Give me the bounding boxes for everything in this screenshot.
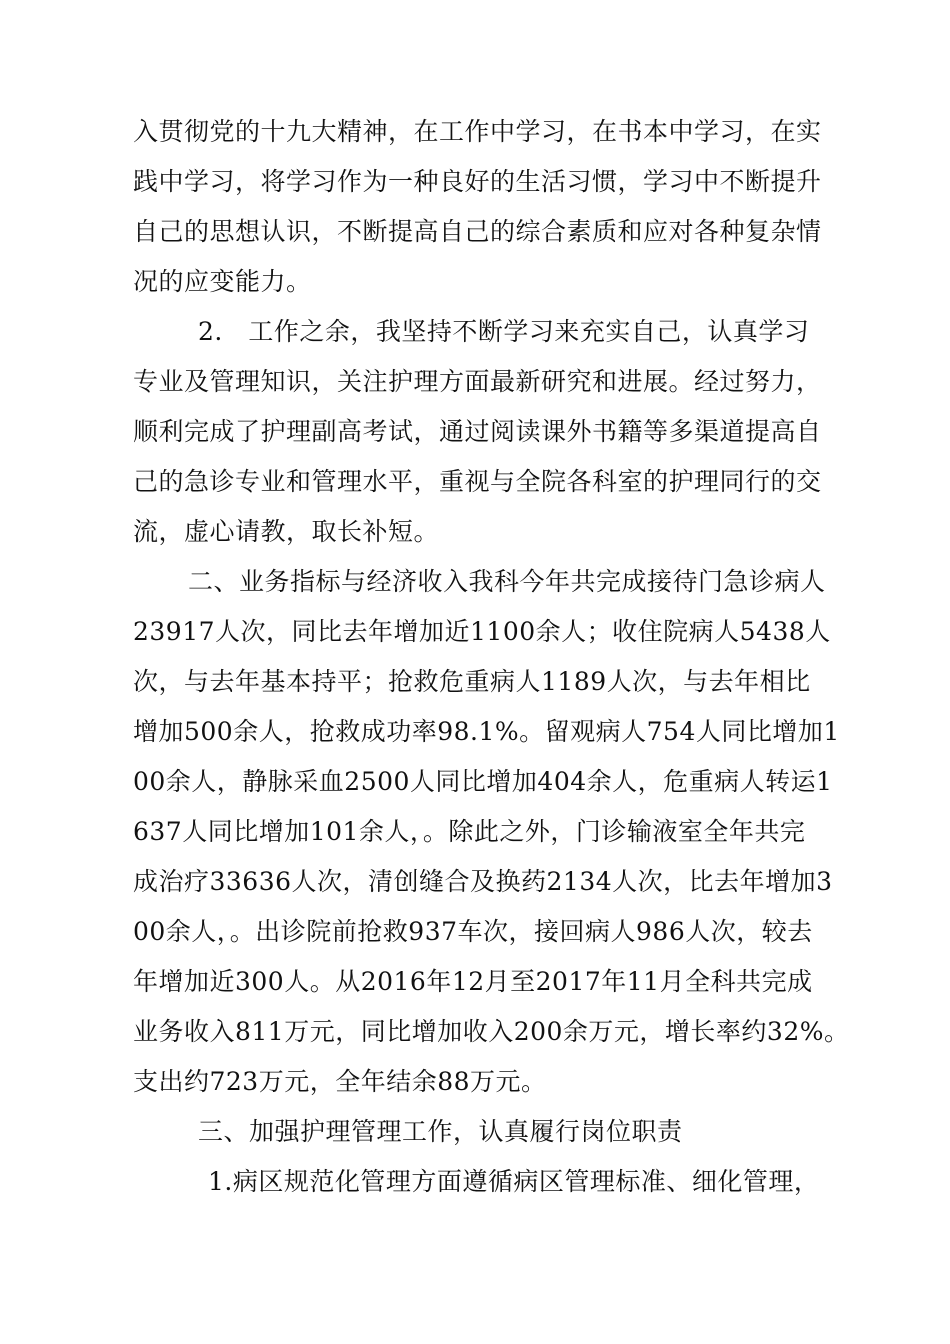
text-line: 增加500余人，抢救成功率98.1%。留观病人754人同比增加1 [133,717,840,746]
text-line: 顺利完成了护理副高考试，通过阅读课外书籍等多渠道提高自 [133,417,822,446]
section-heading: 三、加强护理管理工作，认真履行岗位职责 [198,1117,683,1146]
text-line: 成治疗33636人次，清创缝合及换药2134人次，比去年增加3 [133,867,833,896]
text-line: 践中学习，将学习作为一种良好的生活习惯，学习中不断提升 [133,167,822,196]
text-line: 业务收入811万元，同比增加收入200余万元，增长率约32%。 [133,1017,850,1046]
text-line: 2. 工作之余，我坚持不断学习来充实自己，认真学习 [198,317,810,346]
text-line: 自己的思想认识，不断提高自己的综合素质和应对各种复杂情 [133,217,822,246]
text-line: 年增加近300人。从2016年12月至2017年11月全科共完成 [133,967,813,996]
text-line: 00余人，静脉采血2500人同比增加404余人，危重病人转运1 [133,767,833,796]
text-line: 00余人，。出诊院前抢救937车次，接回病人986人次，较去 [133,917,813,946]
text-line: 况的应变能力。 [133,267,312,296]
text-line: 1.病区规范化管理方面遵循病区管理标准、细化管理， [208,1167,820,1196]
text-line: 637人同比增加101余人，。除此之外，门诊输液室全年共完 [133,817,806,846]
text-line: 二、业务指标与经济收入我科今年共完成接待门急诊病人 [188,567,826,596]
text-line: 23917人次，同比去年增加近1100余人；收住院病人5438人 [133,617,831,646]
text-line: 次，与去年基本持平；抢救危重病人1189人次，与去年相比 [133,667,811,696]
text-line: 流，虚心请教，取长补短。 [133,517,440,546]
text-line: 支出约723万元，全年结余88万元。 [133,1067,547,1096]
text-line: 专业及管理知识，关注护理方面最新研究和进展。经过努力， [133,367,822,396]
text-line: 入贯彻党的十九大精神，在工作中学习，在书本中学习，在实 [133,117,822,146]
text-line: 己的急诊专业和管理水平，重视与全院各科室的护理同行的交 [133,467,822,496]
